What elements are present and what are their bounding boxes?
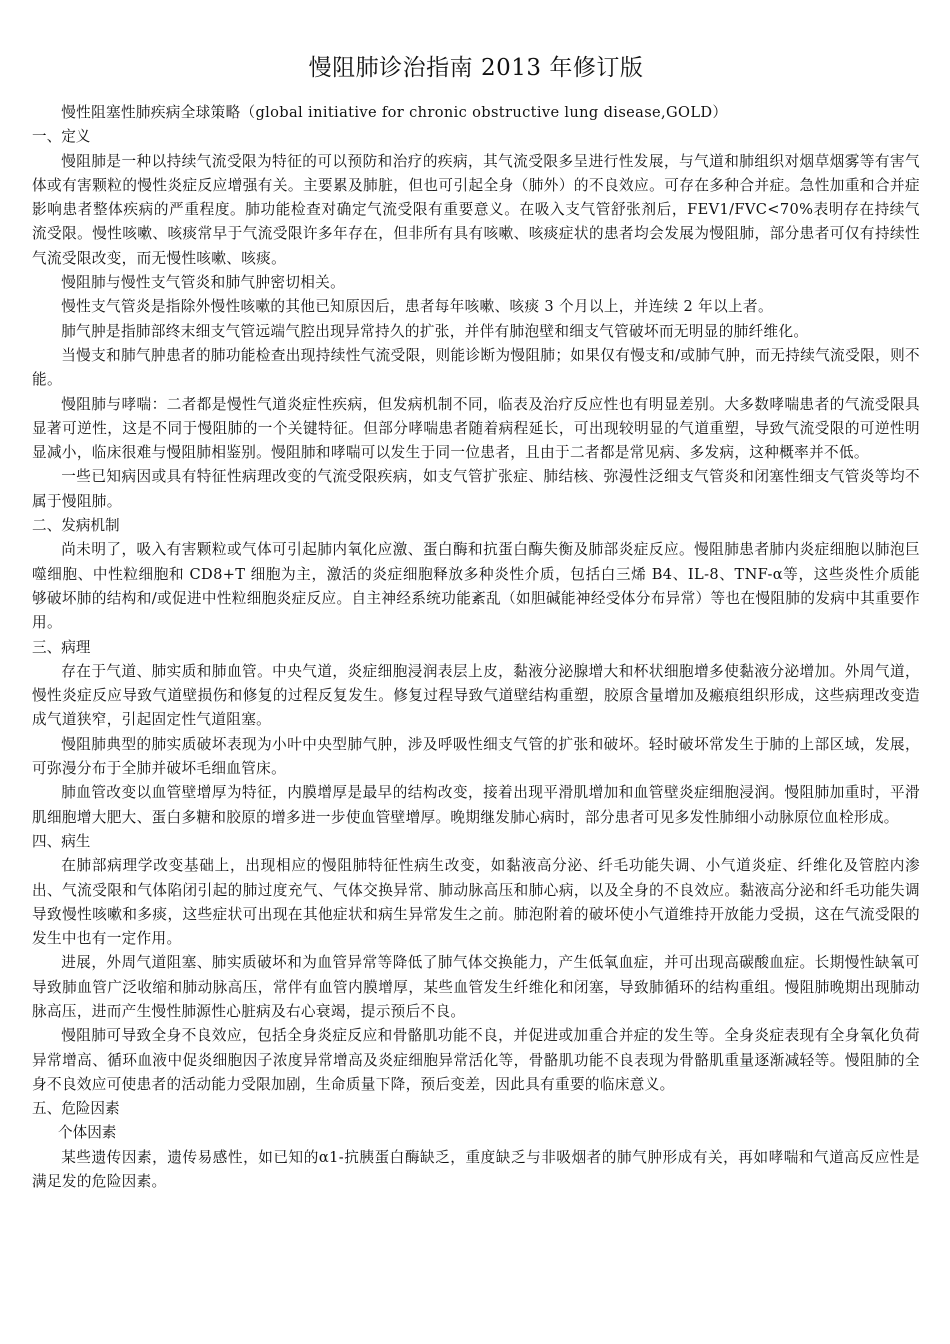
paragraph: 慢阻肺可导致全身不良效应，包括全身炎症反应和骨骼肌功能不良，并促进或加重合并症的发生等。全身炎症表现有全身氧化负荷异常增高、循环血液中促炎细胞因子浓度异常增高及炎症细胞异常活化等，骨骼肌功能不良表现为骨骼肌重量逐渐减轻等。慢阻肺的全身不良效应可使患者的活动能力受限加剧，生命质量下降，预后变差，因此具有重要的临床意义。 [32, 1027, 920, 1093]
paragraph: 在肺部病理学改变基础上，出现相应的慢阻肺特征性病生改变，如黏液高分泌、纤毛功能失调、小气道炎症、纤维化及管腔内渗出、气流受限和气体陷闭引起的肺过度充气、气体交换异常、肺动脉高压和肺心病，以及全身的不良效应。黏液高分泌和纤毛功能失调导致慢性咳嗽和多痰，这些症状可出现在其他症状和病生异常发生之前。肺泡附着的破坏使小气道维持开放能力受损，这在气流受限的发生中也有一定作用。 [32, 857, 920, 948]
section-heading-pathology: 三、病理 [32, 638, 91, 656]
paragraph: 慢阻肺与慢性支气管炎和肺气肿密切相关。 [61, 274, 346, 292]
paragraph: 一些已知病因或具有特征性病理改变的气流受限疾病，如支气管扩张症、肺结核、弥漫性泛细支气管炎和闭塞性细支气管炎等均不属于慢阻肺。 [32, 468, 920, 510]
paragraph: 慢阻肺与哮喘：二者都是慢性气道炎症性疾病，但发病机制不同，临表及治疗反应性也有明显差别。大多数哮喘患者的气流受限具显著可逆性，这是不同于慢阻肺的一个关键特征。但部分哮喘患者随着病程延长，可出现较明显的气道重塑，导致气流受限的可逆性明显减小，临床很难与慢阻肺相鉴别。慢阻肺和哮喘可以发生于同一位患者，且由于二者都是常见病、多发病，这种概率并不低。 [32, 395, 920, 462]
paragraph: 慢性支气管炎是指除外慢性咳嗽的其他已知原因后，患者每年咳嗽、咳痰 3 个月以上，并连续 2 年以上者。 [61, 298, 773, 316]
document-title: 慢阻肺诊治指南 2013 年修订版 [308, 55, 644, 81]
section-heading-definition: 一、定义 [32, 128, 91, 146]
paragraph: 肺血管改变以血管壁增厚为特征，内膜增厚是最早的结构改变，接着出现平滑肌增加和血管壁炎症细胞浸润。慢阻肺加重时，平滑肌细胞增大肥大、蛋白多糖和胶原的增多进一步使血管壁增厚。晚期继发肺心病时，部分患者可见多发性肺细小动脉原位血栓形成。 [32, 784, 920, 826]
section-heading-pathophysiology: 四、病生 [32, 832, 91, 850]
intro-paragraph: 慢性阻塞性肺疾病全球策略（global initiative for chronic obstructive lung disease,GOLD） [61, 104, 728, 121]
paragraph: 当慢支和肺气肿患者的肺功能检查出现持续性气流受限，则能诊断为慢阻肺；如果仅有慢支和/或肺气肿，而无持续气流受限，则不能。 [32, 346, 920, 389]
paragraph: 慢阻肺是一种以持续气流受限为特征的可以预防和治疗的疾病，其气流受限多呈进行性发展，与气道和肺组织对烟草烟雾等有害气体或有害颗粒的慢性炎症反应增强有关。主要累及肺脏，但也可引起全身（肺外）的不良效应。可存在多种合并症。急性加重和合并症影响患者整体疾病的严重程度。肺功能检查对确定气流受限有重要意义。在吸入支气管舒张剂后，FEV1/FVC<70%表明存在持续气流受限。慢性咳嗽、咳痰常早于气流受限许多年存在，但非所有具有咳嗽、咳痰症状的患者均会发展为慢阻肺，部分患者可仅有持续性气流受限改变，而无慢性咳嗽、咳痰。 [32, 152, 920, 267]
paragraph: 尚未明了，吸入有害颗粒或气体可引起肺内氧化应激、蛋白酶和抗蛋白酶失衡及肺部炎症反应。慢阻肺患者肺内炎症细胞以肺泡巨噬细胞、中性粒细胞和 CD8+T 细胞为主，激活的炎症细胞释放多种炎性介质，包括白三烯 B4、IL-8、TNF-α等，这些炎性介质能够破坏肺的结构和/或促进中性粒细胞炎症反应。自主神经系统功能紊乱（如胆碱能神经受体分布异常）等也在慢阻肺的发病中其重要作用。 [32, 541, 920, 632]
section-heading-risk-factors: 五、危险因素 [32, 1100, 120, 1118]
document-page [32, 52, 920, 1194]
paragraph: 存在于气道、肺实质和肺血管。中央气道，炎症细胞浸润表层上皮，黏液分泌腺增大和杯状细胞增多使黏液分泌增加。外周气道，慢性炎症反应导致气道壁损伤和修复的过程反复发生。修复过程导致气道壁结构重塑，胶原含量增加及瘢痕组织形成，这些病理改变造成气道狭窄，引起固定性气道阻塞。 [32, 662, 920, 729]
paragraph: 进展，外周气道阻塞、肺实质破坏和为血管异常等降低了肺气体交换能力，产生低氧血症，并可出现高碳酸血症。长期慢性缺氧可导致肺血管广泛收缩和肺动脉高压，常伴有血管内膜增厚，某些血管发生纤维化和闭塞，导致肺循环的结构重组。慢阻肺晚期出现肺动脉高压，进而产生慢性肺源性心脏病及右心衰竭，提示预后不良。 [32, 954, 920, 1020]
paragraph: 某些遗传因素，遗传易感性，如已知的α1-抗胰蛋白酶缺乏，重度缺乏与非吸烟者的肺气肿形成有关，再如哮喘和气道高反应性是满足发的危险因素。 [32, 1148, 920, 1191]
section-heading-pathogenesis: 二、发病机制 [32, 517, 120, 535]
subheading-individual-factors: 个体因素 [58, 1124, 117, 1142]
paragraph: 慢阻肺典型的肺实质破坏表现为小叶中央型肺气肿，涉及呼吸性细支气管的扩张和破坏。轻时破坏常发生于肺的上部区域，发展，可弥漫分布于全肺并破坏毛细血管床。 [32, 735, 920, 778]
paragraph: 肺气肿是指肺部终末细支气管远端气腔出现异常持久的扩张，并伴有肺泡壁和细支气管破坏而无明显的肺纤维化。 [61, 322, 809, 340]
